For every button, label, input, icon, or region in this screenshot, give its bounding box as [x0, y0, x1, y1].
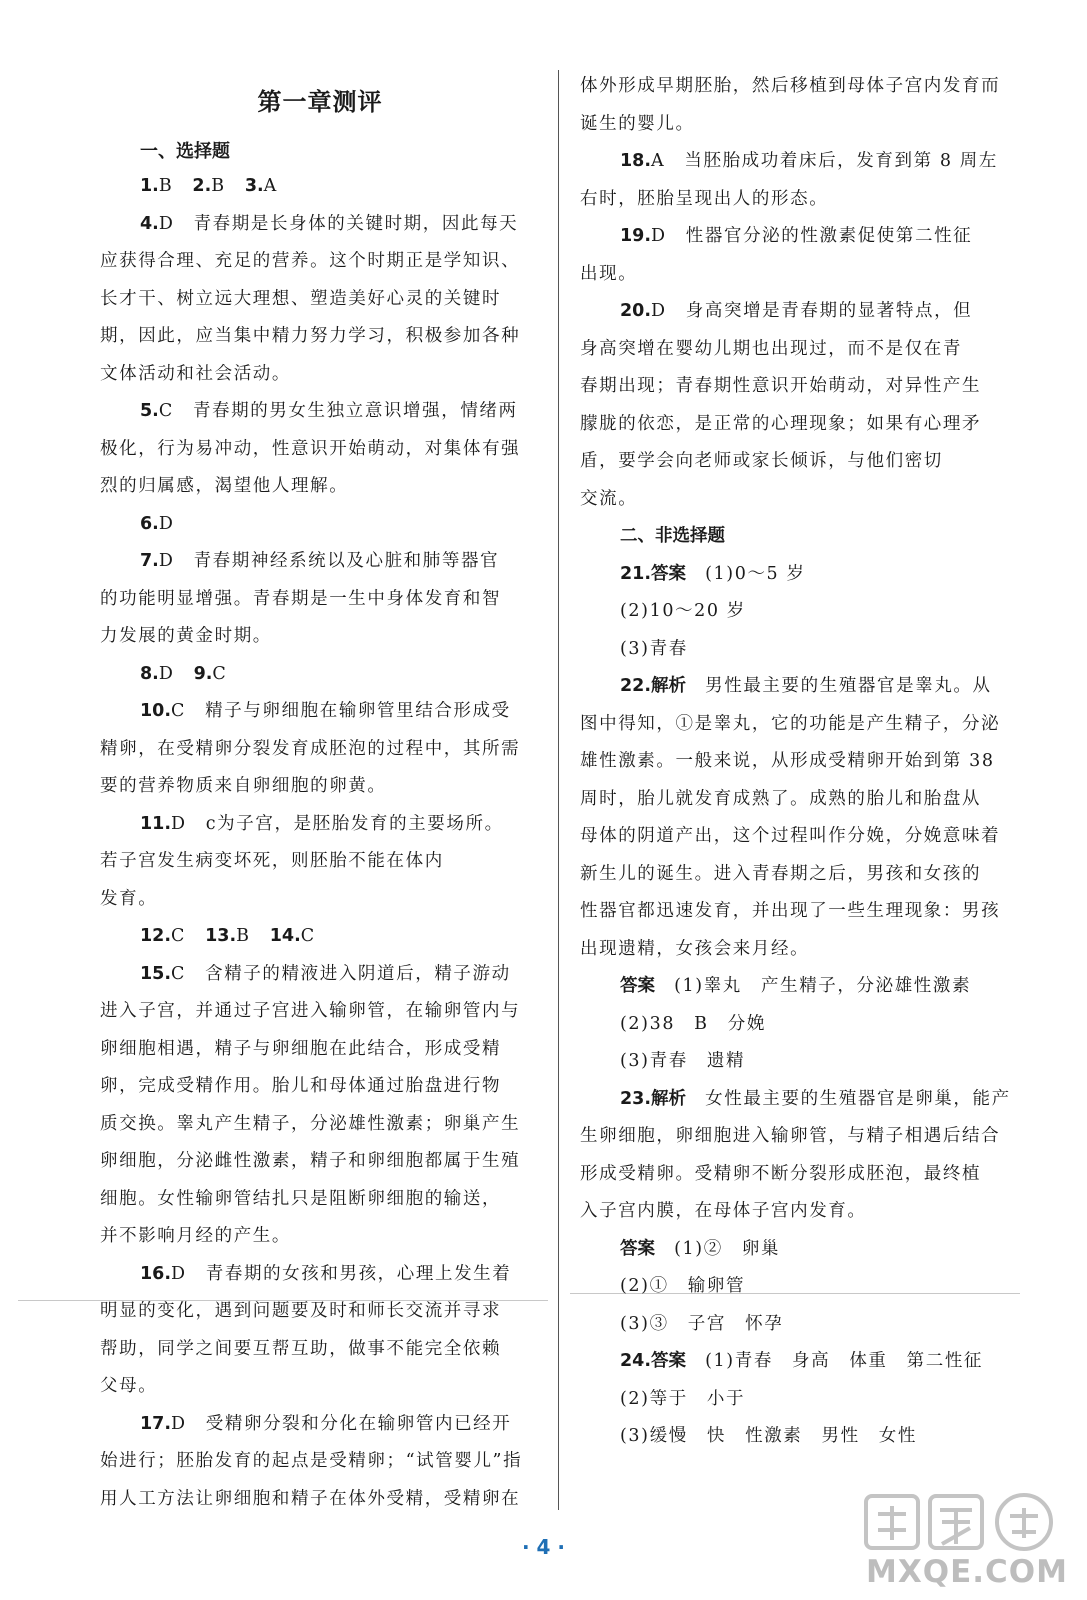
answer-q4: 4.D 青春期是长身体的关键时期，因此每天 应获得合理、充足的营养。这个时期正是学知识、 长才干、树立远大理想、塑造美好心灵的关键时 期，因此，应当集中精力努力学习，积极参加各种 文体活动和社会活动。 [100, 213, 521, 384]
answer-line-q12-14: 12.C 13.B 14.C [140, 926, 316, 946]
answer-q5: 5.C 青春期的男女生独立意识增强，情绪两 极化，行为易冲动，性意识开始萌动，对集体有强 烈的归属感，渴望他人理解。 [100, 401, 521, 496]
answer-q17: 17.D 受精卵分裂和分化在输卵管内已经开 始进行；胚胎发育的起点是受精卵；“试管婴儿”指 用人工方法让卵细胞和精子在体外受精，受精卵在 [100, 1413, 523, 1509]
section-heading-choice: 一、选择题 [140, 141, 230, 162]
answer-q19: 19.D 性器官分泌的性激素促使第二性征 出现。 [580, 226, 973, 284]
column-divider [558, 70, 559, 1510]
answer-q11: 11.D c为子宫，是胚胎发育的主要场所。 若子宫发生病变坏死，则胚胎不能在体内 发育。 [100, 813, 504, 909]
answer-q17-continued: 体外形成早期胚胎，然后移植到母体子宫内发育而 诞生的婴儿。 [580, 76, 1001, 134]
page-number: · 4 · [521, 1535, 566, 1559]
section-heading-nonchoice: 二、非选择题 [620, 526, 725, 546]
answer-q16: 16.D 青春期的女孩和男孩，心理上发生着 明显的变化，遇到问题要及时和师长交流并寻求 帮助，同学之间要互帮互助，做事不能完全依赖 父母。 [100, 1263, 512, 1396]
answer-q15: 15.C 含精子的精液进入阴道后，精子游动 进入子宫，并通过子宫进入输卵管，在输卵管内与 卵细胞相遇，精子与卵细胞在此结合，形成受精 卵，完成受精作用。胎儿和母体通过胎盘进行物 质交换。睾丸产生精子，分泌雄性激素；卵巢产生 卵细胞，分泌雌性激素，精子和卵细胞都属于生殖 细胞。女性输卵管结扎只是阻断卵细胞的输送， 并不影响月经的产生。 [100, 963, 521, 1246]
answer-q22: 22.解析 男性最主要的生殖器官是睾丸。从 图中得知，①是睾丸，它的功能是产生精子，分泌 雄性激素。一般来说，从形成受精卵开始到第 38 周时，胎儿就发育成熟了。成熟的胎儿和胎盘从 母体的阴道产出，这个过程叫作分娩，分娩意味着 新生儿的诞生。进入青春期之后，男孩和女孩的 性器官都迅速发育，并出现了一些生理现象：男孩 出现遗精，女孩会来月经。 答案 (1)睾丸 产生精子，分泌雄性激素 (2)38 B 分娩 (3)青春 遗精 [580, 676, 1001, 1071]
answer-q6: 6.D [140, 513, 175, 534]
answer-q20: 20.D 身高突增是青春期的显著特点，但 身高突增在婴幼儿期也出现过，而不是仅在青 春期出现；青春期性意识开始萌动，对异性产生 朦胧的依恋，是正常的心理现象；如果有心理矛 盾，要学会向老师或家长倾诉，与他们密切 交流。 [580, 301, 982, 509]
answer-q18: 18.A 当胚胎成功着床后，发育到第 8 周左 右时，胚胎呈现出人的形态。 [580, 151, 998, 209]
answer-q23: 23.解析 女性最主要的生殖器官是卵巢，能产 生卵细胞，卵细胞进入输卵管，与精子相遇后结合 形成受精卵。受精卵不断分裂形成胚泡，最终植 入子宫内膜，在母体子宫内发育。 答案 (1)② 卵巢 (2)① 输卵管 (3)③ 子宫 怀孕 [580, 1088, 1011, 1334]
watermark [838, 1488, 1068, 1593]
answers-left [100, 168, 540, 1518]
answer-q24: 24.答案 (1)青春 身高 体重 第二性征 (2)等于 小于 (3)缓慢 快 性激素 男性 女性 [620, 1351, 984, 1446]
watermark-url: MXQE.COM [866, 1554, 1069, 1590]
answer-q10: 10.C 精子与卵细胞在输卵管里结合形成受 精卵，在受精卵分裂发育成胚泡的过程中，其所需 要的营养物质来自卵细胞的卵黄。 [100, 701, 521, 796]
answer-q21: 21.答案 (1)0～5 岁 (2)10～20 岁 (3)青春 [620, 563, 806, 659]
watermark-logo-icon [838, 1488, 1068, 1558]
page-title: 第一章测评 [257, 88, 383, 116]
answers-right [580, 68, 1020, 1456]
answer-line-q8-9: 8.D 9.C [140, 663, 228, 684]
answer-q7: 7.D 青春期神经系统以及心脏和肺等器官 的功能明显增强。青春期是一生中身体发育和智 力发展的黄金时期。 [100, 551, 502, 646]
answer-line-q1-3: 1.B 2.B 3.A [140, 176, 278, 196]
